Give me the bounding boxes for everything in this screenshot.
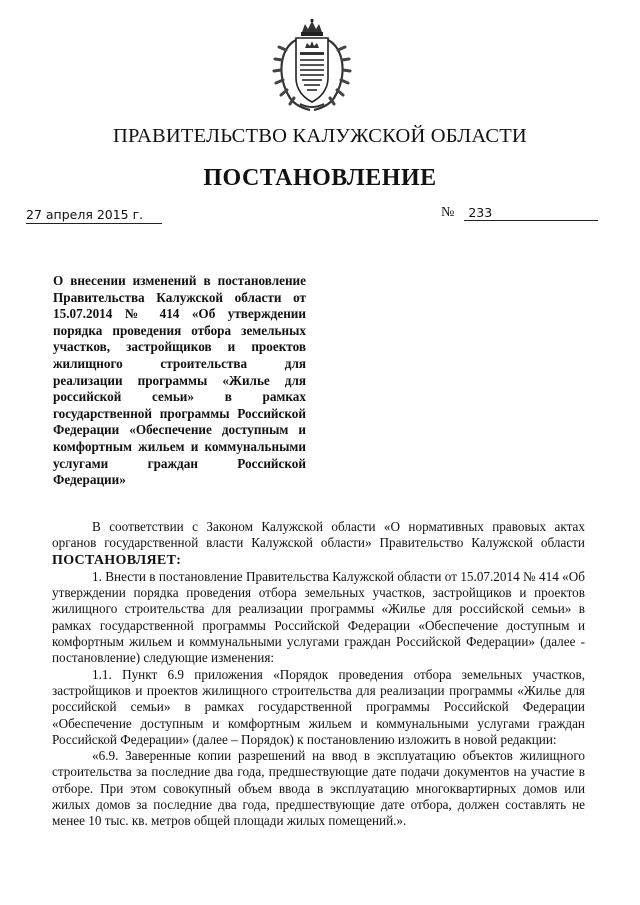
kaluga-coat-of-arms-icon — [272, 18, 352, 114]
preamble-text: В соответствии с Законом Калужской области «О нормативных правовых актах органов государственной власти Калужской области» Правительство Калужской области — [52, 519, 585, 551]
document-type-heading: ПОСТАНОВЛЕНИЕ — [203, 165, 437, 191]
item-6-9-paragraph: «6.9. Заверенные копии разрешений на ввод в эксплуатацию объектов жилищного строительства за последние два года, предшествующие дате подачи документов на участие в отборе. При этом совокупный объем ввода в эксплуатацию многоквартирных домов или жилых домов за последние два года, предшествующие дате отбора, должен составлять не менее 10 тыс. кв. метров общей площади жилых помещений.». — [52, 748, 585, 829]
item-1-paragraph: 1. Внести в постановление Правительства Калужской области от 15.07.2014 № 414 «Об утверждении порядка проведения отбора земельных участков, застройщиков и проектов жилищного строительства для реализации программы «Жилье для российской семьи» в рамках государственной программы Российской Федерации «Обеспечение доступным и комфортным жильем и коммунальными услугами граждан Российской Федерации» (далее - постановление) следующие изменения: — [52, 568, 585, 666]
document-body — [52, 519, 585, 830]
item-1-1-paragraph: 1.1. Пункт 6.9 приложения «Порядок проведения отбора земельных участков, застройщиков и проектов жилищного строительства для реализации программы «Жилье для российской семьи» в рамках государственной программы Российской Федерации «Обеспечение доступным и комфортным жильем и коммунальными услугами граждан Российской Федерации» (далее – Порядок) к постановлению изложить в новой редакции: — [52, 666, 585, 747]
document-date: 27 апреля 2015 г. — [26, 207, 162, 224]
government-title: ПРАВИТЕЛЬСТВО КАЛУЖСКОЙ ОБЛАСТИ — [113, 125, 527, 147]
document-subject: О внесении изменений в постановление Правительства Калужской области от 15.07.2014 № 414 «Об утверждении порядка проведения отбора земельных участков, застройщиков и проектов жилищного строительства для реализации программы «Жилье для российской семьи» в рамках государственной программы Российской Федерации «Обеспечение доступным и комфортным жильем и коммунальными услугами граждан Российской Федерации» — [53, 273, 306, 488]
number-sign: № — [441, 205, 455, 220]
document-number: 233 — [464, 205, 598, 221]
document-number-field — [441, 205, 598, 221]
preamble-paragraph — [52, 519, 585, 569]
resolves-keyword: ПОСТАНОВЛЯЕТ: — [52, 552, 182, 568]
